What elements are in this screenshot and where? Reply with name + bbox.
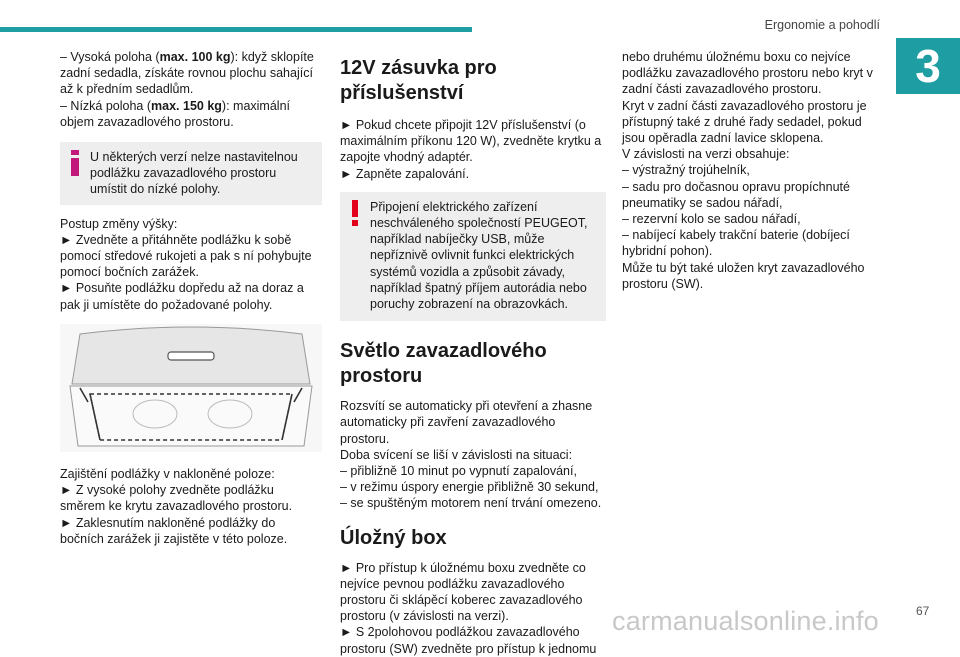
info-icon bbox=[66, 150, 84, 176]
column-1 bbox=[60, 49, 322, 547]
paragraph-light-5: – se spuštěným motorem není trvání omezeno. bbox=[340, 496, 602, 511]
column-2 bbox=[340, 56, 606, 657]
paragraph-box-2: ► S 2polohovou podlážkou zavazadlového prostoru (SW) zvedněte pro přístup k jednomu bbox=[340, 625, 597, 656]
info-note bbox=[60, 142, 322, 205]
warning-note-text: Připojení elektrického zařízení neschváleného společností PEUGEOT, například nabíječky USB, může nepříznivě ovlivnit funkci elektrických systémů vozidla a způsobit závady, například špatný příjem autorádia nebo poruchy zobrazení na obrazovkách. bbox=[370, 199, 588, 312]
info-note-text: U některých verzí nelze nastavitelnou podlážku zavazadlového prostoru umístit do nízké polohy. bbox=[90, 150, 298, 197]
paragraph-light-3: – přibližně 10 minut po vypnutí zapalování, bbox=[340, 464, 577, 479]
paragraph-col3-6: – rezervní kolo se sadou nářadí, bbox=[622, 212, 801, 227]
section-title: Ergonomie a pohodlí bbox=[764, 18, 880, 32]
paragraph-low-position: – Nízká poloha (max. 150 kg): maximální objem zavazadlového prostoru. bbox=[60, 98, 290, 129]
column-3 bbox=[622, 49, 886, 292]
watermark: carmanualsonline.info bbox=[612, 606, 879, 636]
paragraph-col3-2: Kryt v zadní části zavazadlového prostoru je přístupný také z druhé řady sedadel, pokud jsou opěradla zadní lavice sklopena. bbox=[622, 98, 867, 146]
postup-step-2: ► Posuňte podlážku dopředu až na doraz a pak ji umístěte do požadované polohy. bbox=[60, 281, 304, 312]
warning-icon bbox=[346, 200, 364, 226]
heading-storage-box: Úložný box bbox=[340, 526, 447, 549]
zajisteni-step-2: ► Zaklesnutím nakloněné podlážky do bočních zarážek ji zajistěte v této poloze. bbox=[60, 515, 288, 546]
paragraph-col3-3: V závislosti na verzi obsahuje: bbox=[622, 147, 790, 162]
zajisteni-step-1: ► Z vysoké polohy zvedněte podlážku směrem ke krytu zavazadlového prostoru. bbox=[60, 483, 293, 514]
warning-note bbox=[340, 192, 606, 321]
paragraph-high-position: – Vysoká poloha (max. 100 kg): když sklopíte zadní sedadla, získáte rovnou plochu sahající až k předním sedadlům. bbox=[60, 50, 314, 97]
postup-heading: Postup změny výšky: bbox=[60, 216, 178, 231]
page-number: 67 bbox=[916, 604, 930, 618]
paragraph-light-2: Doba svícení se liší v závislosti na situaci: bbox=[340, 447, 573, 462]
heading-trunk-light: Světlo zavazadlového prostoru bbox=[340, 340, 547, 388]
paragraph-light-4: – v režimu úspory energie přibližně 30 sekund, bbox=[340, 480, 599, 495]
paragraph-light-1: Rozsvítí se automaticky při otevření a zhasne automaticky při zavření zavazadlového prostoru. bbox=[340, 399, 593, 446]
paragraph-col3-7: – nabíjecí kabely trakční baterie (dobíjecí hybridní pohon). bbox=[622, 228, 850, 259]
paragraph-12v-step-1: ► Pokud chcete připojit 12V příslušenství (o maximálním příkonu 120 W), zvedněte krytku a zapojte vhodný adaptér. bbox=[340, 118, 602, 165]
paragraph-col3-4: – výstražný trojúhelník, bbox=[622, 163, 750, 178]
zajisteni-heading: Zajištění podlážky v nakloněné poloze: bbox=[60, 467, 275, 482]
paragraph-col3-8: Může tu být také uložen kryt zavazadlového prostoru (SW). bbox=[622, 260, 865, 291]
postup-step-1: ► Zvedněte a přitáhněte podlážku k sobě pomocí středové rukojeti a pak s ní pohybujte pomocí bočních zarážek. bbox=[60, 232, 312, 280]
paragraph-12v-step-2: ► Zapněte zapalování. bbox=[340, 166, 470, 181]
trunk-floor-illustration bbox=[60, 324, 322, 452]
chapter-number-badge: 3 bbox=[896, 38, 960, 94]
paragraph-col3-5: – sadu pro dočasnou opravu propíchnuté pneumatiky se sadou nářadí, bbox=[622, 179, 850, 210]
header-accent-bar bbox=[0, 27, 472, 32]
paragraph-box-1: ► Pro přístup k úložnému boxu zvedněte co nejvíce pevnou podlážku zavazadlového prostoru či sklápěcí koberec zavazadlového prostoru (v závislosti na verzi). bbox=[340, 560, 586, 624]
heading-12v-socket: 12V zásuvka pro příslušenství bbox=[340, 57, 497, 104]
paragraph-col3-1: nebo druhému úložnému boxu co nejvíce podlážku zavazadlového prostoru nebo kryt v zadní části zavazadlového prostoru. bbox=[622, 50, 873, 97]
